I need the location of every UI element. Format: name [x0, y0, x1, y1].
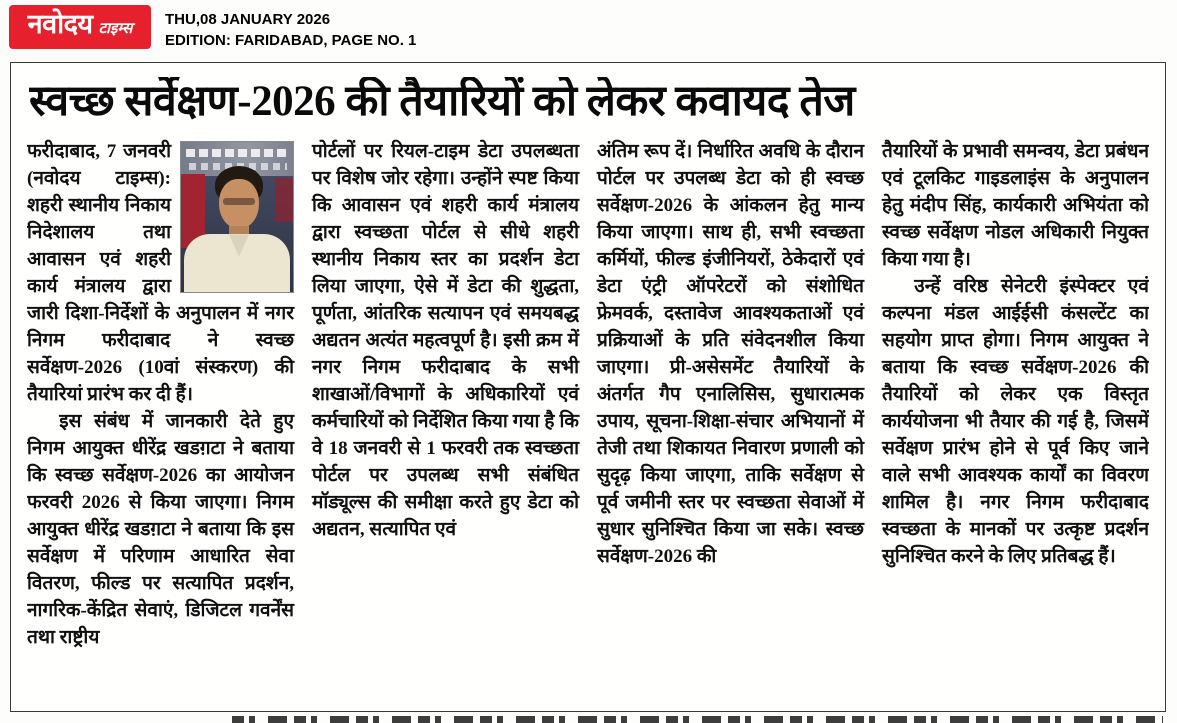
date-line: THU,08 JANUARY 2026	[165, 11, 331, 28]
paragraph: उन्हें वरिष्ठ सेनेटरी इंस्पेक्टर एवं कल्पना मंडल आईईसी कंसल्टेंट का सहयोग प्राप्त होगा। निगम आयुक्त ने बताया कि स्वच्छ सर्वेक्षण-2026 की तैयारियों को लेकर एक विस्तृत कार्ययोजना भी तैयार की गई है, जिसमें सर्वेक्षण प्रारंभ होने से पूर्व किए जाने वाले सभी आवश्यक कार्यों का विवरण शामिल है। नगर निगम फरीदाबाद स्वच्छता के मानकों पर उत्कृष्ट प्रदर्शन सुनिश्चित करने के लिए प्रतिबद्ध हैं।	[882, 276, 1149, 568]
paragraph: इस संबंध में जानकारी देते हुए निगम आयुक्त धीरेंद्र खडग़टा ने बताया कि स्वच्छ सर्वेक्षण-2026 का आयोजन फरवरी 2026 से किया जाएगा। निगम आयुक्त धीरेंद्र खडग़टा ने बताया कि इस सर्वेक्षण में परिणाम आधारित सेवा वितरण, फील्ड पर सत्यापित प्रदर्शन, नागरिक-केंद्रित सेवाएं, डिजिटल गवर्नेंस तथा राष्ट्रीय	[27, 411, 294, 649]
column-3	[597, 138, 864, 694]
edition-line: EDITION: FARIDABAD, PAGE NO. 1	[165, 32, 417, 49]
photo-red-backdrop	[275, 178, 293, 222]
column-1	[27, 138, 294, 694]
portrait-photo	[180, 141, 294, 293]
paragraph: अंतिम रूप दें। निर्धारित अवधि के दौरान पोर्टल पर उपलब्ध डेटा को ही स्वच्छ सर्वेक्षण-2026 के आंकलन हेतु मान्य किया जाएगा। साथ ही, सभी स्वच्छता कर्मियों, फील्ड इंजीनियरों, ठेकेदारों एवं डेटा एंट्री ऑपरेटरों को संशोधित फ्रेमवर्क, दस्तावेज आवश्यकताओं एवं प्रक्रियाओं के प्रति संवेदनशील किया जाएगा। प्री-असेसमेंट तैयारियों के अंतर्गत गैप एनालिसिस, सुधारात्मक उपाय, सूचना-शिक्षा-संचार अभियानों में तेजी तथा शिकायत निवारण प्रणाली को सुदृढ़ किया जाएगा, ताकि सर्वेक्षण से पूर्व जमीनी स्तर पर स्वच्छता सेवाओं में सुधार सुनिश्चित किया जा सके। स्वच्छ सर्वेक्षण-2026 की	[597, 141, 864, 568]
column-4	[882, 138, 1149, 694]
article-box	[10, 62, 1166, 712]
cut-off-next-article	[232, 716, 1163, 723]
date-edition-block	[165, 5, 416, 51]
masthead	[9, 5, 416, 51]
logo-text-main: नवोदय	[27, 9, 93, 39]
newspaper-logo	[9, 5, 151, 49]
paragraph: पोर्टलों पर रियल-टाइम डेटा उपलब्धता पर विशेष जोर रहेगा। उन्होंने स्पष्ट किया कि आवासन एवं शहरी कार्य मंत्रालय द्वारा स्वच्छता पोर्टल से सीधे शहरी स्थानीय निकाय स्तर का प्रदर्शन डेटा लिया जाएगा, ऐसे में डेटा की शुद्धता, पूर्णता, आंतरिक सत्यापन एवं समयबद्ध अद्यतन अत्यंत महत्वपूर्ण है। इसी क्रम में नगर निगम फरीदाबाद के सभी शाखाओं/विभागों के अधिकारियों एवं कर्मचारियों को निर्देशित किया गया है कि वे 18 जनवरी से 1 फरवरी तक स्वच्छता पोर्टल पर उपलब्ध सभी संबंधित मॉड्यूल्स की समीक्षा करते हुए डेटा को अद्यतन, सत्यापित एवं	[312, 141, 579, 541]
photo-person-glasses	[223, 198, 255, 205]
paragraph: तैयारियों के प्रभावी समन्वय, डेटा प्रबंधन एवं टूलकिट गाइडलाइंस के अनुपालन हेतु मंदीप सिंह, कार्यकारी अभियंता को स्वच्छ सर्वेक्षण नोडल अधिकारी नियुक्त किया गया है।	[882, 141, 1149, 271]
article-columns	[27, 138, 1149, 694]
logo-text-sub: टाइम्स	[98, 21, 133, 37]
column-2	[312, 138, 579, 694]
headline: स्वच्छ सर्वेक्षण-2026 की तैयारियों को लेकर कवायद तेज	[29, 78, 855, 125]
photo-banner-text-line	[186, 149, 289, 157]
paragraph: फरीदाबाद, 7 जनवरी (नवोदय टाइम्स): शहरी स्थानीय निकाय निदेशालय तथा आवासन एवं शहरी कार्य मंत्रालय द्वारा जारी दिशा-निर्देशों के अनुपालन में नगर निगम फरीदाबाद ने स्वच्छ सर्वेक्षण-2026 (10वां संस्करण) की तैयारियां प्रारंभ कर दी हैं।	[27, 141, 294, 406]
